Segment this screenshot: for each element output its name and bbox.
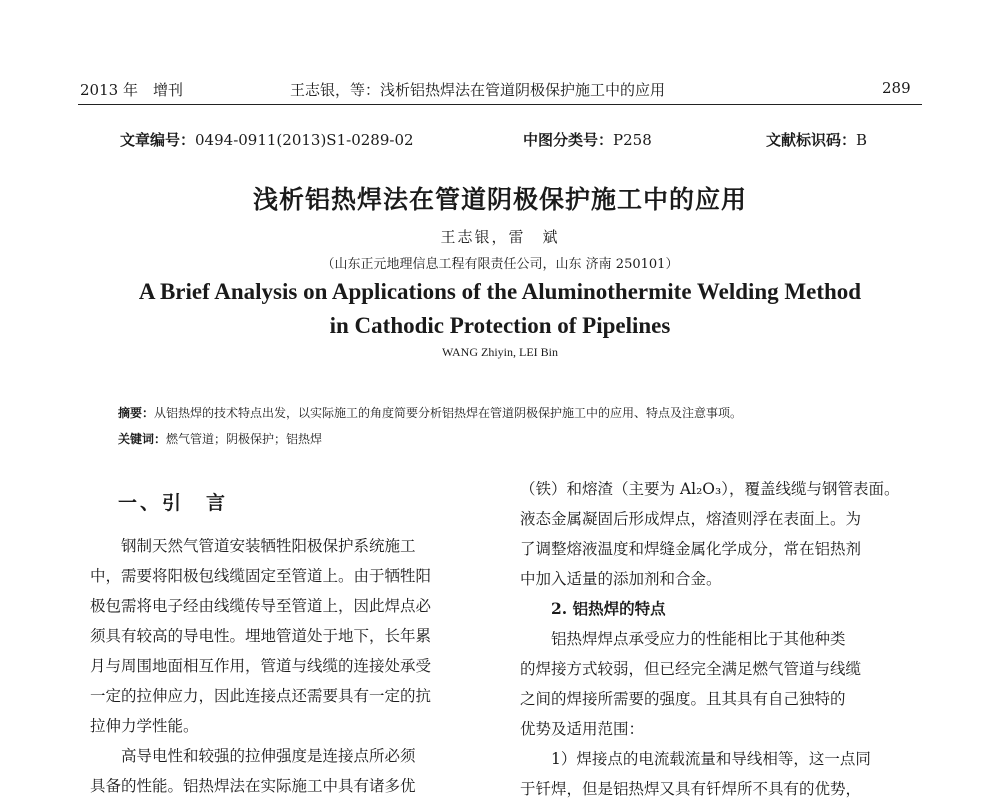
left-line: 具备的性能。铝热焊法在实际施工中具有诸多优 [90,777,416,795]
abstract [118,404,742,421]
right-line: 的焊接方式较弱，但已经完全满足燃气管道与线缆 [520,660,862,678]
header-year-issue: 2013 年 增刊 [80,81,183,99]
right-line: 铝热焊焊点承受应力的性能相比于其他种类 [520,630,846,648]
subheading-features: 2. 铝热焊的特点 [520,599,666,618]
abstract-text: 从铝热焊的技术特点出发，以实际施工的角度简要分析铝热焊在管道阴极保护施工中的应用、特点及注意事项。 [154,406,743,420]
left-line: 中，需要将阳极包线缆固定至管道上。由于牺牲阳 [90,567,432,585]
article-number [120,129,414,150]
abstract-label: 摘要： [118,406,155,420]
left-line: 须具有较高的导电性。埋地管道处于地下，长年累 [90,627,432,645]
title-english-line-1: A Brief Analysis on Applications of the Aluminothermite Welding Method [138,279,862,304]
affiliation-chinese: （山东正元地理信息工程有限责任公司，山东 济南 250101） [321,257,679,272]
right-line: 于钎焊，但是铝热焊又具有钎焊所不具有的优势， [520,780,862,798]
title-chinese: 浅析铝热焊法在管道阴极保护施工中的应用 [252,185,747,214]
keywords-label: 关键词： [118,432,167,446]
document-code [766,129,867,150]
left-line: 月与周围地面相互作用，管道与线缆的连接处承受 [90,657,432,675]
right-line: 液态金属凝固后形成焊点，熔渣则浮在表面上。为 [520,510,862,528]
authors-chinese: 王志银，雷 斌 [440,228,560,246]
left-line: 拉伸力学性能。 [90,717,199,735]
article-number-value: 0494-0911(2013)S1-0289-02 [195,131,414,149]
classification-label: 中图分类号： [523,131,614,149]
right-line: 之间的焊接所需要的强度。且其具有自己独特的 [520,690,846,708]
classification-number [523,129,652,150]
keywords-text: 燃气管道；阴极保护；铝热焊 [166,432,323,446]
right-line: 1）焊接点的电流载流量和导线相等，这一点同 [520,750,871,768]
header-rule [78,104,922,105]
right-line: 了调整熔液温度和焊缝金属化学成分，常在铝热剂 [520,540,862,558]
right-line: 中加入适量的添加剂和合金。 [520,570,722,588]
title-english-line-2: in Cathodic Protection of Pipelines [329,313,671,338]
left-line: 一定的拉伸应力，因此连接点还需要具有一定的抗 [90,687,432,705]
authors-english: WANG Zhiyin, LEI Bin [442,345,558,359]
classification-value: P258 [613,131,652,149]
left-line: 钢制天然气管道安装牺牲阳极保护系统施工 [90,537,416,555]
article-number-label: 文章编号： [120,131,196,149]
document-code-value: B [856,131,868,149]
header-running-title: 王志银，等：浅析铝热焊法在管道阴极保护施工中的应用 [290,81,666,99]
right-column [520,474,930,804]
document-code-label: 文献标识码： [766,131,857,149]
left-line: 极包需将电子经由线缆传导至管道上，因此焊点必 [90,597,432,615]
right-line: 优势及适用范围： [520,720,645,738]
section-heading-introduction: 一、引 言 [118,492,229,514]
left-line: 高导电性和较强的拉伸强度是连接点所必须 [90,747,416,765]
keywords [118,430,322,447]
header-page-number: 289 [882,79,911,97]
right-line: （铁）和熔渣（主要为 Al₂O₃），覆盖线缆与钢管表面。 [520,480,900,498]
left-column [90,531,490,801]
